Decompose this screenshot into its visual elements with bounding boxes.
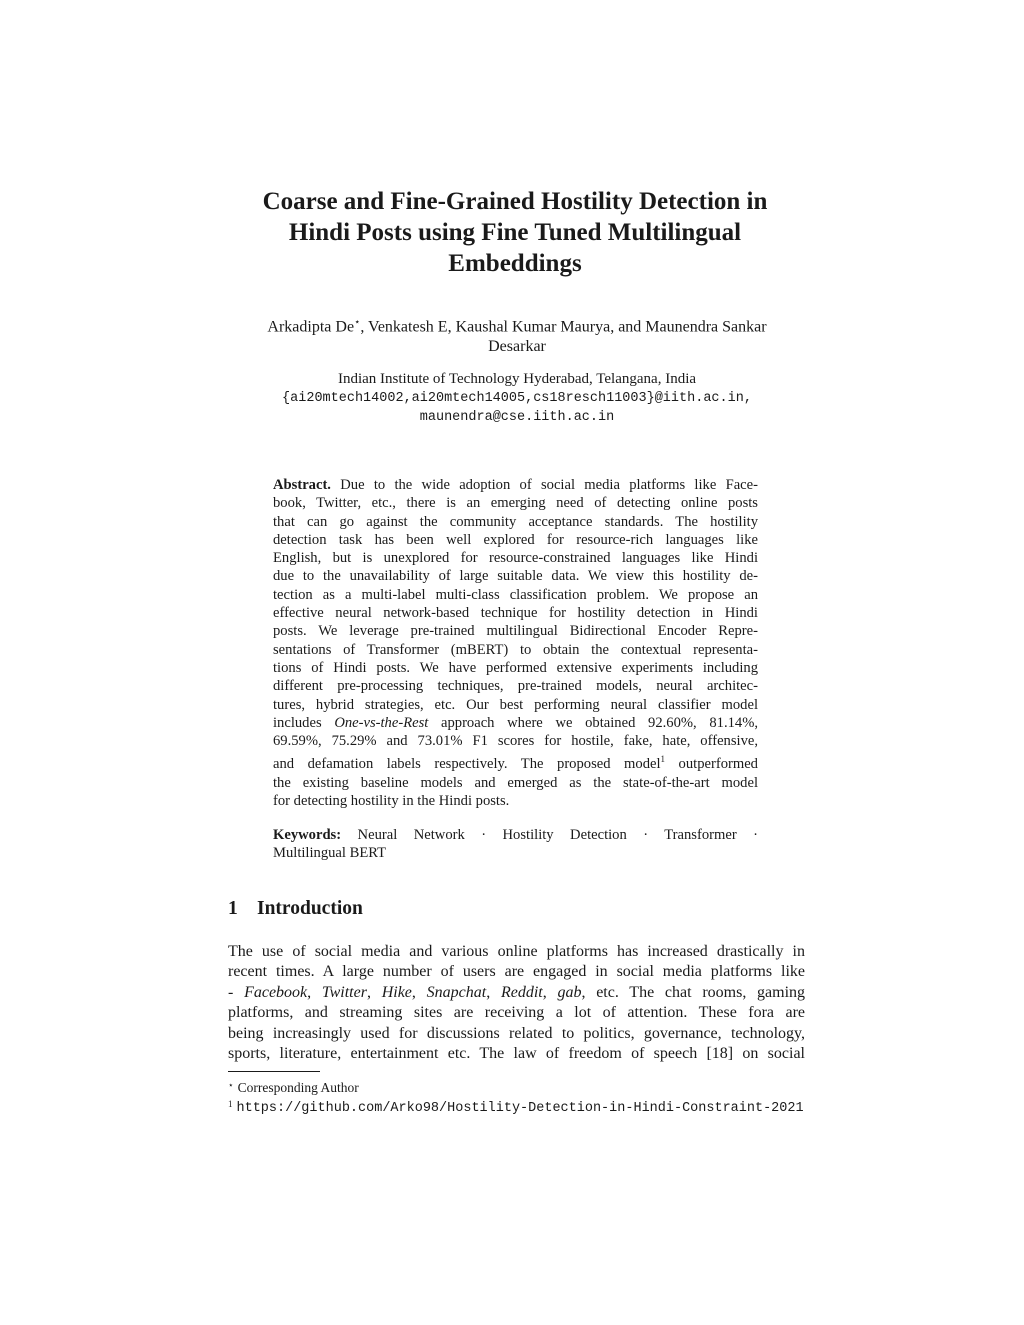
section-number: 1 (228, 898, 238, 919)
platform-name: Hike (381, 983, 412, 1001)
body-text: , (411, 983, 427, 1001)
intro-paragraph (228, 942, 805, 1064)
author-emails: {ai20mtech14002,ai20mtech14005,cs18resch11003}@iith.ac.in, (282, 391, 752, 406)
abstract-text: approach where we obtained 92.60%, 81.14%, (428, 714, 758, 731)
abstract-line (273, 750, 758, 773)
footnote-rule (228, 1071, 320, 1072)
author-line: Desarkar (488, 338, 546, 356)
author-list (222, 313, 812, 357)
title-line: Hindi Posts using Fine Tuned Multilingual (288, 219, 742, 246)
body-line: sports, literature, entertainment etc. The law of freedom of speech [18] on social (228, 1045, 805, 1063)
platform-name: gab (557, 983, 582, 1001)
institute: Indian Institute of Technology Hyderabad, Telangana, India (337, 371, 697, 387)
affiliation (222, 370, 812, 427)
abstract-label: Abstract. (273, 477, 331, 493)
footnote-url (228, 1096, 818, 1117)
paper-title (200, 186, 830, 279)
abstract-line: 69.59%, 75.29% and 73.01% F1 scores for hostile, fake, hate, offensive, (273, 733, 758, 750)
abstract-line: detection task has been well explored for resource-rich languages like (273, 531, 758, 548)
author-name: Arkadipta De (267, 318, 355, 336)
abstract-line: tions of Hindi posts. We have performed extensive experiments including (273, 659, 758, 676)
body-text: , (307, 983, 322, 1001)
body-text: , (366, 983, 382, 1001)
body-text: - (228, 983, 245, 1001)
abstract-line (273, 476, 758, 494)
github-link[interactable]: https://github.com/Arko98/Hostility-Detection-in-Hindi-Constraint-2021 (236, 1101, 804, 1116)
abstract-line: different pre-processing techniques, pre-trained models, neural architec- (273, 678, 758, 695)
author-email: maunendra@cse.iith.ac.in (419, 410, 615, 425)
corresponding-star: ⋆ (354, 317, 361, 328)
abstract-line: tures, hybrid strategies, etc. Our best performing neural classifier model (273, 696, 758, 713)
footnote-star: ⋆ (228, 1080, 234, 1090)
footnotes (228, 1077, 818, 1117)
abstract-line: English, but is unexplored for resource-constrained languages like Hindi (273, 550, 758, 567)
abstract-line: for detecting hostility in the Hindi posts. (273, 792, 510, 809)
abstract-text: outperformed (665, 756, 758, 773)
abstract-text: Due to the wide adoption of social media platforms like Face- (330, 477, 758, 493)
abstract-line: sentations of Transformer (mBERT) to obtain the contextual representa- (273, 641, 758, 658)
abstract-line: tection as a multi-label multi-class classification problem. We propose an (273, 586, 758, 603)
footnote-ref[interactable]: 1 (660, 754, 666, 765)
keywords-line: Multilingual BERT (273, 845, 387, 862)
body-line: being increasingly used for discussions related to politics, governance, technology, (228, 1024, 805, 1042)
abstract-line: the existing baseline models and emerged as the state-of-the-art model (273, 774, 758, 791)
abstract-text: includes (273, 714, 335, 731)
body-line: platforms, and streaming sites are receiving a lot of attention. These fora are (228, 1004, 805, 1022)
body-text: , (542, 983, 558, 1001)
body-line: recent times. A large number of users are engaged in social media platforms like (228, 963, 805, 981)
title-line: Coarse and Fine-Grained Hostility Detection in (262, 188, 768, 215)
abstract-line: posts. We leverage pre-trained multilingual Bidirectional Encoder Repre- (273, 623, 758, 640)
author-line (222, 313, 812, 337)
abstract-line: book, Twitter, etc., there is an emerging need of detecting online posts (273, 495, 758, 512)
abstract (273, 476, 758, 810)
platform-name: Snapchat (426, 983, 487, 1001)
abstract-line: effective neural network-based technique for hostility detection in Hindi (273, 605, 758, 622)
body-text: , (486, 983, 501, 1001)
abstract-emphasis: One-vs-the-Rest (334, 714, 429, 731)
keywords (273, 826, 758, 863)
abstract-line: due to the unavailability of large suitable data. We view this hostility de- (273, 568, 758, 585)
section-heading (228, 898, 363, 920)
keywords-text: Neural Network · Hostility Detection · Transformer · (341, 827, 758, 843)
footnote-text: Corresponding Author (237, 1080, 359, 1095)
footnote-number: 1 (228, 1099, 233, 1109)
body-text: , etc. The chat rooms, gaming (581, 983, 806, 1001)
platform-name: Facebook (244, 983, 308, 1001)
abstract-line: that can go against the community acceptance standards. The hostility (273, 513, 758, 530)
platform-name: Reddit (500, 983, 543, 1001)
abstract-text: and defamation labels respectively. The proposed model (273, 756, 661, 773)
platform-name: Twitter (321, 983, 367, 1001)
section-title: Introduction (257, 898, 363, 919)
keywords-line (273, 826, 758, 844)
body-line: The use of social media and various online platforms has increased drastically in (228, 943, 805, 960)
footnote-corresponding (228, 1077, 818, 1096)
author-names: , Venkatesh E, Kaushal Kumar Maurya, and Maunendra Sankar (360, 318, 767, 336)
title-line: Embeddings (448, 250, 582, 277)
keywords-label: Keywords: (273, 827, 342, 843)
body-line (228, 983, 805, 1003)
abstract-line (273, 714, 758, 732)
